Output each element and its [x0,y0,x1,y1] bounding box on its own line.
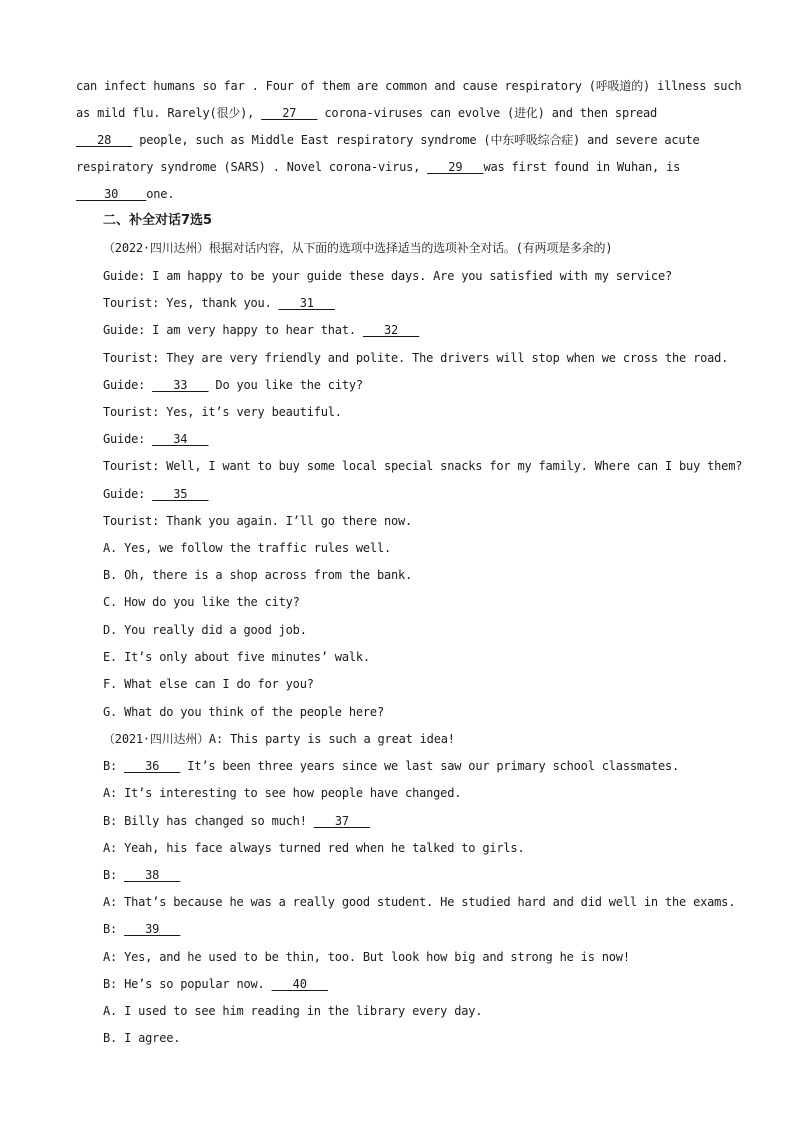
dialog-line: Tourist: Yes, it’s very beautiful. [103,405,342,419]
option-item: A. Yes, we follow the traffic rules well. [103,541,392,555]
dialog-line: A: It’s interesting to see how people have changed. [103,786,462,800]
dialog-line: Tourist: Thank you again. I’ll go there now. [103,514,413,528]
dialog-line: A: That’s because he was a really good student. He studied hard and did well in the exams. [103,895,736,909]
option-item: E. It’s only about five minutes’ walk. [103,650,370,664]
option-item: C. How do you like the city? [103,595,300,609]
blank-35: ___35___ [152,487,209,501]
blank-40: ___40___ [271,977,328,991]
dialog-line: B: ___36___ It’s been three years since we last saw our primary school classmates. [103,759,680,773]
dialog-line: Guide: ___33___ Do you like the city? [103,378,363,392]
dialog2-intro: （2021·四川达州）A: This party is such a great idea! [103,732,455,746]
section-heading: 二、补全对话7选5 [103,213,213,228]
option-item: F. What else can I do for you? [103,677,314,691]
option-item: G. What do you think of the people here? [103,705,384,719]
option-item: D. You really did a good job. [103,623,307,637]
dialog-line: B: ___39___ [103,922,181,936]
blank-28: ___28___ [76,133,133,147]
blank-34: ___34___ [152,432,209,446]
dialog1-intro: （2022·四川达州）根据对话内容，从下面的选项中选择适当的选项补全对话。(有两项是多余的) [103,241,613,255]
blank-31: ___31___ [278,296,335,310]
dialog-line: B: He’s so popular now. ___40___ [103,977,328,991]
dialog-line: Tourist: Well, I want to buy some local special snacks for my family. Where can I buy them? [103,459,743,473]
passage-line: respiratory syndrome (SARS) . Novel corona-virus, ___29___was first found in Wuhan, is [76,160,681,174]
dialog-line: Guide: ___34___ [103,432,209,446]
option-item: B. I agree. [103,1031,181,1045]
dialog-line: Guide: I am happy to be your guide these days. Are you satisfied with my service? [103,269,672,283]
dialog-line: Guide: ___35___ [103,487,209,501]
passage-line: can infect humans so far . Four of them are common and cause respiratory (呼吸道的) illness such [76,79,742,93]
dialog-line: A: Yes, and he used to be thin, too. But look how big and strong he is now! [103,950,630,964]
dialog-line: Tourist: Yes, thank you. ___31___ [103,296,335,310]
blank-39: ___39___ [124,922,181,936]
option-item: A. I used to see him reading in the library every day. [103,1004,483,1018]
dialog-line: A: Yeah, his face always turned red when he talked to girls. [103,841,525,855]
blank-33: ___33___ [152,378,209,392]
blank-27: ___27___ [261,106,318,120]
dialog-line: B: ___38___ [103,868,181,882]
blank-30: ____30____ [76,187,147,201]
passage-line: as mild flu. Rarely(很少), ___27___ corona-viruses can evolve (进化) and then spread [76,106,658,120]
blank-29: ___29___ [427,160,484,174]
dialog-line: Tourist: They are very friendly and polite. The drivers will stop when we cross the road. [103,351,729,365]
passage-line: ___28___ people, such as Middle East respiratory syndrome (中东呼吸综合症) and severe acute [76,133,700,147]
dialog-line: B: Billy has changed so much! ___37___ [103,814,370,828]
blank-37: ___37___ [313,814,370,828]
blank-32: ___32___ [362,323,420,337]
dialog-line: Guide: I am very happy to hear that. ___32___ [103,323,420,337]
blank-38: ___38___ [124,868,181,882]
passage-line: ____30____one. [76,187,175,201]
option-item: B. Oh, there is a shop across from the bank. [103,568,413,582]
blank-36: ___36___ [124,759,181,773]
